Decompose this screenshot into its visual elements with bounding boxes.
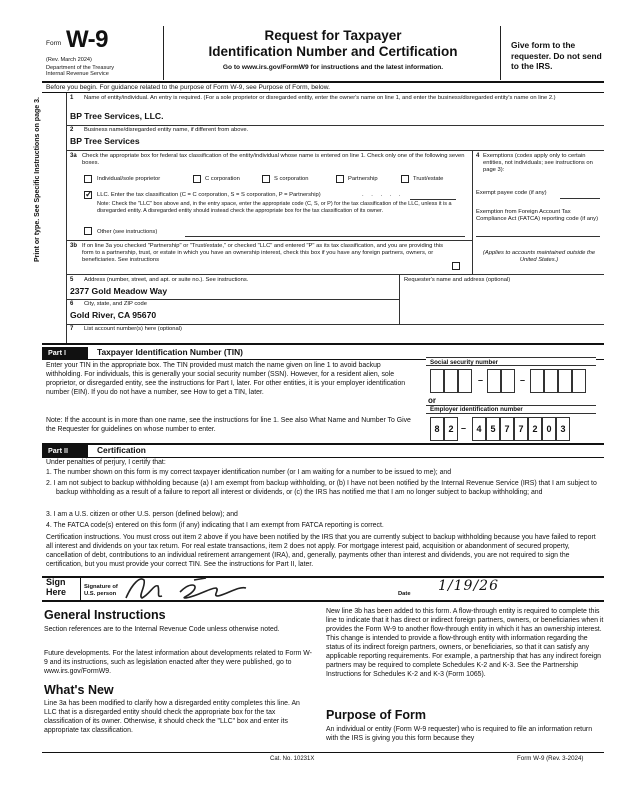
divider <box>472 150 473 274</box>
form-title: Request for Taxpayer Identification Number and Certification <box>208 28 458 60</box>
date-field[interactable]: 1/19/26 <box>438 578 499 594</box>
llc-note: Note: Check the "LLC" box above and, in the entry space, enter the appropriate code (C, S, or P) for the tax classification of the LLC, unless it is a disregarded entity. A disregarded entity should instead check the appropriate box for the tax classification of its owner. <box>97 201 452 214</box>
line3b-label: If on line 3a you checked "Partnership" or "Trust/estate," or checked "LLC" and entered "P" as its tax classification, and you are providing this form to a partnership, trust, or estate in which you have an ownership interest, check this box if you have any foreign partners, owners, or beneficiaries. See instructions <box>82 243 444 263</box>
divider <box>66 274 604 275</box>
fatca-label: Exemption from Foreign Account Tax Compliance Act (FATCA) reporting code (if any) <box>476 209 598 222</box>
part1-title: Taxpayer Identification Number (TIN) <box>97 347 243 357</box>
part1-note: Note: If the account is in more than one name, see the instructions for line 1. See also What Name and Number To Give the Requester for guidelines on whose number to enter. <box>46 417 411 433</box>
line6-number: 6 <box>70 301 74 307</box>
ein-digit[interactable]: 8 <box>430 417 444 441</box>
ssn-digit-2[interactable] <box>444 369 458 393</box>
revision-date: (Rev. March 2024) <box>46 57 92 63</box>
ssn-digit-3[interactable] <box>458 369 472 393</box>
whats-new-text: Line 3a has been modified to clarify how a disregarded entity completes this line. An LLC that is a disregarded entity should check the appropriate box for the tax classification of its owner. Otherwise, it should check the "LLC" box and enter its appropriate tax classification. <box>44 700 300 734</box>
line4-label: Exemptions (codes apply only to certain entities, not individuals; see instructions on page 3): <box>483 153 593 173</box>
line3b-number: 3b <box>70 243 78 249</box>
line1-number: 1 <box>70 95 74 101</box>
divider <box>42 343 604 345</box>
line3a-number: 3a <box>70 153 77 159</box>
ein-digit[interactable]: 0 <box>542 417 556 441</box>
purpose-text: An individual or entity (Form W-9 requester) who is required to file an information return with the IRS is giving you this form because they <box>326 726 593 742</box>
line7-number: 7 <box>70 326 74 332</box>
ssn-dash: – <box>478 375 484 385</box>
part1-text: Enter your TIN in the appropriate box. The TIN provided must match the name given on line 1 to avoid backup withholding. For individuals, this is generally your social security number (SSN). However, for a resident alien, sole proprietor, or disregarded entity, see the instructions for Part I, later. For other entities, it is your employer identification number (EIN). If you do not have a number, see How to get a TIN, later. <box>46 362 406 396</box>
checkbox-foreign-partners[interactable] <box>452 262 460 270</box>
general-instructions-heading: General Instructions <box>44 608 166 622</box>
or-label: or <box>428 396 436 405</box>
part1-tag: Part I <box>42 347 88 359</box>
ssn-digit-9[interactable] <box>572 369 586 393</box>
ssn-digit-4[interactable] <box>487 369 501 393</box>
exempt-payee-label: Exempt payee code (if any) <box>476 190 547 196</box>
form-number: W-9 <box>66 26 109 53</box>
line1-label: Name of entity/individual. An entry is required. (For a sole proprietor or disregarded entity, enter the owner's name on line 1, and enter the business/disregarded entity's name on line 2.) <box>84 95 556 101</box>
ein-digit[interactable]: 2 <box>528 417 542 441</box>
side-instructions-label: Print or type. See Specific Instructions on page 3. <box>34 97 41 262</box>
option-c-corporation: C corporation <box>205 176 240 182</box>
line5-number: 5 <box>70 277 74 283</box>
checkbox-s-corporation[interactable] <box>262 175 270 183</box>
checkbox-llc[interactable] <box>84 191 92 199</box>
before-you-begin: Before you begin. For guidance related to the purpose of Form W-9, see Purpose of Form, below. <box>46 84 330 91</box>
divider <box>66 150 604 151</box>
header-divider <box>42 81 604 83</box>
part2-title: Certification <box>97 445 146 455</box>
general-p1: Section references are to the Internal Revenue Code unless otherwise noted. <box>44 626 280 633</box>
ein-digit[interactable]: 7 <box>500 417 514 441</box>
applies-note: (Applies to accounts maintained outside the United States.) <box>482 250 596 263</box>
option-llc: LLC. Enter the tax classification (C = C corporation, S = S corporation, P = Partnership) <box>97 192 321 198</box>
ein-label: Employer identification number <box>430 406 523 413</box>
ssn-digit-7[interactable] <box>544 369 558 393</box>
checkbox-other[interactable] <box>84 227 92 235</box>
checkbox-trust-estate[interactable] <box>401 175 409 183</box>
option-partnership: Partnership <box>348 176 378 182</box>
divider <box>42 600 604 602</box>
option-s-corporation: S corporation <box>274 176 309 182</box>
divider <box>66 240 472 241</box>
line4-number: 4 <box>476 153 480 159</box>
requester-label: Requester's name and address (optional) <box>404 277 511 283</box>
address-field[interactable]: 2377 Gold Meadow Way <box>70 286 168 296</box>
cert-instructions: Certification instructions. You must cross out item 2 above if you have been notified by the IRS that you are currently subject to backup withholding because you have failed to report all interest and dividends on your tax return. For real estate transactions, item 2 does not apply. For mortgage interest paid, acquisition or abandonment of secured property, cancellation of debt, contributions to an individual retirement arrangement (IRA), and, generally, payments other than interest and dividends, you are not required to sign the certification, but you must provide your correct TIN. See the instructions for Part II, later. <box>46 534 596 568</box>
cert-item-1: 1. The number shown on this form is my correct taxpayer identification number (or I am waiting for a number to be issued to me); and <box>46 469 452 476</box>
ein-digit[interactable]: 5 <box>486 417 500 441</box>
ein-dash: – <box>461 423 467 433</box>
signature-label: Signature of U.S. person <box>84 584 118 597</box>
ein-digit[interactable]: 2 <box>444 417 458 441</box>
purpose-heading: Purpose of Form <box>326 708 427 722</box>
ssn-digit-8[interactable] <box>558 369 572 393</box>
ssn-digit-1[interactable] <box>430 369 444 393</box>
whats-new-heading: What's New <box>44 683 114 697</box>
instructions-link[interactable]: Go to www.irs.gov/FormW9 for instructions and the latest information. <box>222 64 444 71</box>
ssn-dash: – <box>520 375 526 385</box>
part2-tag: Part II <box>42 445 88 457</box>
divider <box>42 752 604 753</box>
line2-number: 2 <box>70 127 74 133</box>
line5-label: Address (number, street, and apt. or suite no.). See instructions. <box>84 277 249 283</box>
option-individual: Individual/sole proprietor <box>97 176 161 182</box>
divider <box>66 125 604 126</box>
ssn-digit-6[interactable] <box>530 369 544 393</box>
llc-dots: . . . . . <box>362 192 404 198</box>
line3b-info: New line 3b has been added to this form. A flow-through entity is required to complete this line to indicate that it has direct or indirect foreign partners, owners, or beneficiaries when it provides the Form W-9 to another flow-through entity in which it has an ownership interest. This change is intended to provide a flow-through entity with information regarding the status of its indirect foreign partners, owners, or beneficiaries, so that it can satisfy any applicable reporting requirements. For example, a partnership that has any indirect foreign partners may be required to complete Schedules K-2 and K-3. See the Partnership Instructions for Schedules K-2 and K-3 (Form 1065). <box>326 608 604 678</box>
checkbox-partnership[interactable] <box>336 175 344 183</box>
signature-field[interactable] <box>120 574 260 602</box>
future-developments: Future developments. For the latest information about developments related to Form W-9 and its instructions, such as legislation enacted after they were published, go to www.irs.gov/FormW9. <box>44 650 312 675</box>
cert-intro: Under penalties of perjury, I certify that: <box>46 459 166 466</box>
option-other: Other (see instructions) <box>97 229 158 235</box>
give-form-note: Give form to the requester. Do not send to the IRS. <box>500 26 604 80</box>
sign-here: Sign Here <box>46 577 67 597</box>
divider <box>66 299 399 300</box>
section-divider <box>42 92 604 93</box>
line3a-label: Check the appropriate box for federal tax classification of the entity/individual whose name is entered on line 1. Check only one of the following seven boxes. <box>82 153 465 166</box>
form-label: Form <box>46 40 62 47</box>
business-name-field[interactable]: BP Tree Services <box>70 136 140 146</box>
divider <box>66 324 604 325</box>
option-trust-estate: Trust/estate <box>413 176 444 182</box>
cert-item-4: 4. The FATCA code(s) entered on this form (if any) indicating that I am exempt from FATCA reporting is correct. <box>46 522 384 529</box>
fatca-field[interactable] <box>476 236 600 237</box>
ssn-digit-5[interactable] <box>501 369 515 393</box>
ein-digit[interactable]: 3 <box>556 417 570 441</box>
entity-name-field[interactable]: BP Tree Services, LLC. <box>70 111 164 121</box>
exempt-payee-field[interactable] <box>560 198 600 199</box>
footer-form-id: Form W-9 (Rev. 3-2024) <box>517 755 584 762</box>
city-state-zip-field[interactable]: Gold River, CA 95670 <box>70 310 157 320</box>
department-name: Department of the Treasury Internal Revenue Service <box>46 65 115 78</box>
checkbox-individual[interactable] <box>84 175 92 183</box>
other-field[interactable] <box>185 236 465 237</box>
ein-digit[interactable]: 4 <box>472 417 486 441</box>
llc-code-field[interactable] <box>410 199 456 200</box>
divider <box>399 274 400 324</box>
checkbox-c-corporation[interactable] <box>193 175 201 183</box>
divider <box>80 577 81 600</box>
ssn-label: Social security number <box>430 359 499 366</box>
date-label: Date <box>398 591 411 597</box>
side-divider <box>66 93 67 344</box>
line7-label: List account number(s) here (optional) <box>84 326 182 332</box>
divider <box>42 457 604 458</box>
line2-label: Business name/disregarded entity name, if different from above. <box>84 127 249 133</box>
cert-item-3: 3. I am a U.S. citizen or other U.S. person (defined below); and <box>46 511 238 518</box>
cert-item-2: 2. I am not subject to backup withholding because (a) I am exempt from backup withholding, or (b) I have not been notified by the Internal Revenue Service (IRS) that I am subject to backup withholding as a result of a failure to report all interest or dividends, or (c) the IRS has notified me that I am no longer subject to backup withholding; and <box>46 480 597 496</box>
ein-digit[interactable]: 7 <box>514 417 528 441</box>
catalog-number: Cat. No. 10231X <box>270 756 315 762</box>
line6-label: City, state, and ZIP code <box>84 301 147 307</box>
